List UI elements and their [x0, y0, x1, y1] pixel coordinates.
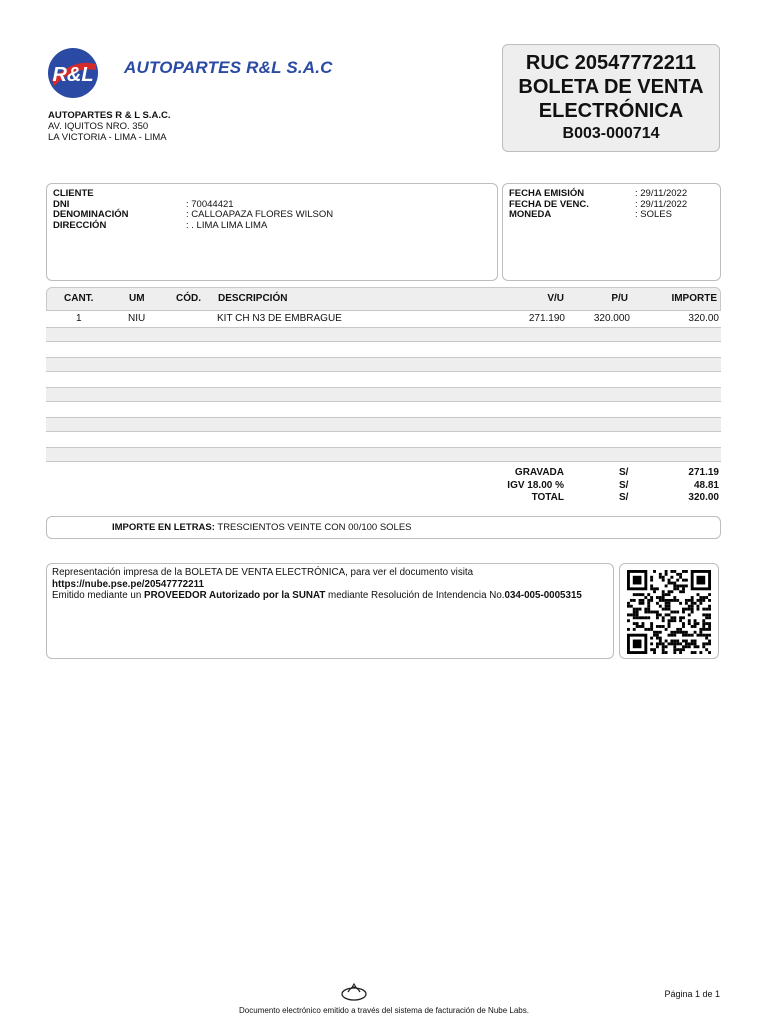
label-dni: DNI [53, 198, 70, 210]
document-number: B003-000714 [562, 125, 660, 142]
totals-labels [480, 467, 564, 505]
legal-info [52, 567, 612, 602]
header-um: UM [129, 293, 145, 304]
table-row-empty [46, 372, 721, 388]
table-row-empty [46, 388, 721, 402]
header-importe: IMPORTE [671, 293, 717, 304]
fecha-venc: : 29/11/2022 [635, 198, 688, 210]
company-address-2: LA VICTORIA - LIMA - LIMA [48, 132, 167, 143]
qr-box [619, 563, 719, 659]
label-moneda: MONEDA [509, 209, 552, 220]
company-address-1: AV. IQUITOS NRO. 350 [48, 121, 149, 132]
label-fecha-venc: FECHA DE VENC. [509, 198, 589, 210]
client-box [46, 183, 498, 281]
moneda: : SOLES [635, 209, 672, 220]
ruc-number: RUC 20547772211 [525, 52, 697, 74]
table-row-empty [46, 328, 721, 342]
value-igv: 48.81 [693, 479, 719, 491]
row-vu: 271.190 [528, 313, 565, 324]
header-pu: P/U [611, 293, 628, 304]
legal-line-3b: PROVEEDOR Autorizado por la SUNAT [144, 590, 326, 601]
company-name: AUTOPARTES R & L S.A.C. [48, 110, 171, 121]
currency-igv: S/ [619, 479, 629, 491]
label-total: TOTAL [531, 492, 564, 503]
page-number: Página 1 de 1 [664, 989, 720, 999]
header-cod: CÓD. [176, 293, 201, 304]
client-direccion: : . LIMA LIMA LIMA [186, 219, 268, 231]
qr-code-icon [626, 570, 712, 654]
fecha-emision: : 29/11/2022 [635, 188, 688, 199]
client-denominacion: : CALLOAPAZA FLORES WILSON [186, 209, 334, 220]
table-row-empty [46, 448, 721, 462]
brand-name: AUTOPARTES R&L S.A.C [124, 58, 333, 77]
resolution-number: 034-005-0005315 [504, 590, 582, 601]
table-row-empty [46, 402, 721, 418]
items-table-header [46, 287, 721, 311]
header-cant: CANT. [64, 293, 94, 304]
logo-letters: R&L [52, 64, 94, 86]
row-importe: 320.00 [688, 313, 719, 324]
company-info [48, 110, 170, 143]
table-row-empty [46, 418, 721, 432]
legal-line-3c: mediante Resolución de Intendencia No. [325, 590, 505, 601]
label-igv: IGV 18.00 % [507, 479, 564, 491]
row-cant: 1 [76, 313, 82, 324]
document-header-box [502, 44, 720, 152]
amount-in-words [112, 522, 412, 533]
label-gravada: GRAVADA [514, 467, 564, 478]
amount-in-words-box [46, 516, 721, 539]
totals-currency [619, 467, 628, 505]
table-row-empty [46, 358, 721, 372]
table-row-empty [46, 342, 721, 358]
amount-in-words-value: TRESCIENTOS VEINTE CON 00/100 SOLES [217, 522, 412, 533]
footer-note: Documento electrónico emitido a través del sistema de facturación de Nube Labs. [239, 1006, 529, 1015]
table-row-empty [46, 432, 721, 448]
legal-line-3 [52, 590, 612, 602]
currency-gravada: S/ [619, 467, 629, 478]
table-row [46, 311, 721, 328]
row-pu: 320.000 [593, 313, 630, 324]
value-total: 320.00 [688, 492, 719, 503]
label-direccion: DIRECCIÓN [53, 219, 107, 231]
client-dni: : 70044421 [186, 198, 234, 210]
company-logo-icon [46, 46, 100, 100]
amount-in-words-label: IMPORTE EN LETRAS: [112, 522, 215, 533]
currency-total: S/ [619, 492, 629, 503]
label-denominacion: DENOMINACIÓN [53, 209, 129, 220]
totals-values [640, 467, 719, 505]
value-gravada: 271.19 [688, 467, 719, 478]
document-type-line1: BOLETA DE VENTA [518, 76, 704, 98]
header-vu: V/U [547, 293, 564, 304]
header-descripcion: DESCRIPCIÓN [218, 293, 288, 304]
cloud-logo-icon [340, 980, 368, 1002]
row-um: NIU [128, 313, 146, 324]
row-desc: KIT CH N3 DE EMBRAGUE [217, 313, 342, 324]
legal-line-3a: Emitido mediante un [52, 590, 145, 601]
document-url[interactable]: https://nube.pse.pe/20547772211 [52, 578, 204, 590]
legal-line-1: Representación impresa de la BOLETA DE VENTA ELECTRÓNICA, para ver el documento visita [52, 567, 474, 578]
legal-info-box [46, 563, 614, 659]
dates-box [502, 183, 721, 281]
label-cliente: CLIENTE [53, 188, 94, 199]
document-type-line2: ELECTRÓNICA [538, 100, 684, 122]
label-fecha-emision: FECHA EMISIÓN [509, 188, 585, 199]
